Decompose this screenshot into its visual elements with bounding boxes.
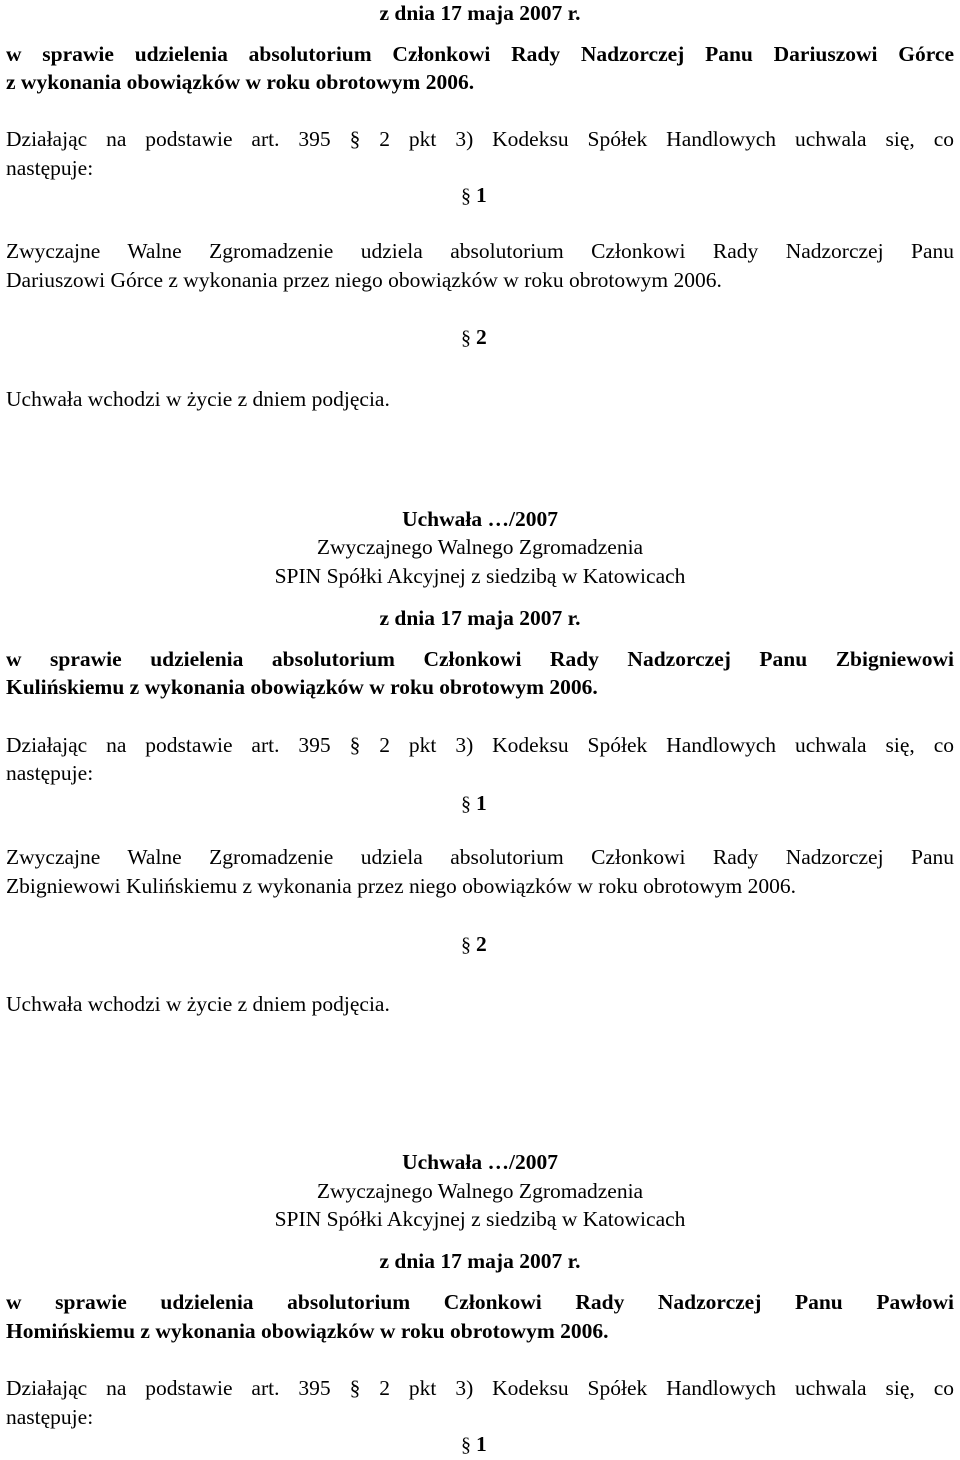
section-sign-icon: § <box>461 327 471 349</box>
resolution1-paragraph1-line1: Zwyczajne Walne Zgromadzenie udziela absolutorium Członkowi Rady Nadzorczej Panu <box>6 239 954 263</box>
resolution1-paragraph1-heading <box>461 181 521 210</box>
section-sign-icon: § <box>461 185 471 207</box>
resolution2-paragraph2-text: Uchwała wchodzi w życie z dniem podjęcia. <box>6 992 390 1016</box>
resolution1-legal-basis-line2: następuje: <box>6 156 94 180</box>
resolution1-legal-basis-line1: Działając na podstawie art. 395 § 2 pkt 3) Kodeksu Spółek Handlowych uchwala się, co <box>6 127 954 151</box>
paragraph-number: 1 <box>476 1432 487 1456</box>
section-sign-icon: § <box>461 793 471 815</box>
resolution3-company: SPIN Spółki Akcyjnej z siedzibą w Katowicach <box>274 1207 686 1231</box>
paragraph-number: 1 <box>476 791 487 815</box>
resolution3-legal-basis-line2: następuje: <box>6 1405 94 1429</box>
resolution2-title: Uchwała …/2007 <box>402 507 558 531</box>
resolution2-date: z dnia 17 maja 2007 r. <box>379 606 581 630</box>
resolution3-paragraph1-heading <box>461 1430 521 1459</box>
resolution3-subject-line2: Homińskiemu z wykonania obowiązków w roku obrotowym 2006. <box>6 1319 609 1343</box>
resolution1-date: z dnia 17 maja 2007 r. <box>379 1 581 25</box>
resolution2-paragraph1-line1: Zwyczajne Walne Zgromadzenie udziela absolutorium Członkowi Rady Nadzorczej Panu <box>6 845 954 869</box>
resolution1-paragraph2-text: Uchwała wchodzi w życie z dniem podjęcia. <box>6 387 390 411</box>
section-sign-icon: § <box>461 934 471 956</box>
resolution2-legal-basis-line1: Działając na podstawie art. 395 § 2 pkt 3) Kodeksu Spółek Handlowych uchwala się, co <box>6 733 954 757</box>
paragraph-number: 2 <box>476 325 487 349</box>
paragraph-number: 1 <box>476 183 487 207</box>
resolution2-legal-basis-line2: następuje: <box>6 761 94 785</box>
resolution2-paragraph1-line2: Zbigniewowi Kulińskiemu z wykonania przez niego obowiązków w roku obrotowym 2006. <box>6 874 796 898</box>
resolution2-paragraph2-heading <box>461 930 521 959</box>
paragraph-number: 2 <box>476 932 487 956</box>
resolution3-subject-line1: w sprawie udzielenia absolutorium Członkowi Rady Nadzorczej Panu Pawłowi <box>6 1290 954 1314</box>
resolution1-paragraph2-heading <box>461 323 521 352</box>
resolution2-paragraph1-heading <box>461 789 521 818</box>
resolution2-body: Zwyczajnego Walnego Zgromadzenia <box>316 535 644 559</box>
resolution3-legal-basis-line1: Działając na podstawie art. 395 § 2 pkt 3) Kodeksu Spółek Handlowych uchwala się, co <box>6 1376 954 1400</box>
resolution2-company: SPIN Spółki Akcyjnej z siedzibą w Katowicach <box>274 564 686 588</box>
resolution1-subject-line1: w sprawie udzielenia absolutorium Członkowi Rady Nadzorczej Panu Dariuszowi Górce <box>6 42 954 66</box>
section-sign-icon: § <box>461 1434 471 1456</box>
resolution3-body: Zwyczajnego Walnego Zgromadzenia <box>316 1179 644 1203</box>
resolution3-date: z dnia 17 maja 2007 r. <box>379 1249 581 1273</box>
resolution1-paragraph1-line2: Dariuszowi Górce z wykonania przez niego obowiązków w roku obrotowym 2006. <box>6 268 722 292</box>
resolution2-subject-line2: Kulińskiemu z wykonania obowiązków w roku obrotowym 2006. <box>6 675 598 699</box>
resolution1-subject-line2: z wykonania obowiązków w roku obrotowym 2006. <box>6 70 475 94</box>
resolution3-title: Uchwała …/2007 <box>402 1150 558 1174</box>
resolution2-subject-line1: w sprawie udzielenia absolutorium Członkowi Rady Nadzorczej Panu Zbigniewowi <box>6 647 954 671</box>
